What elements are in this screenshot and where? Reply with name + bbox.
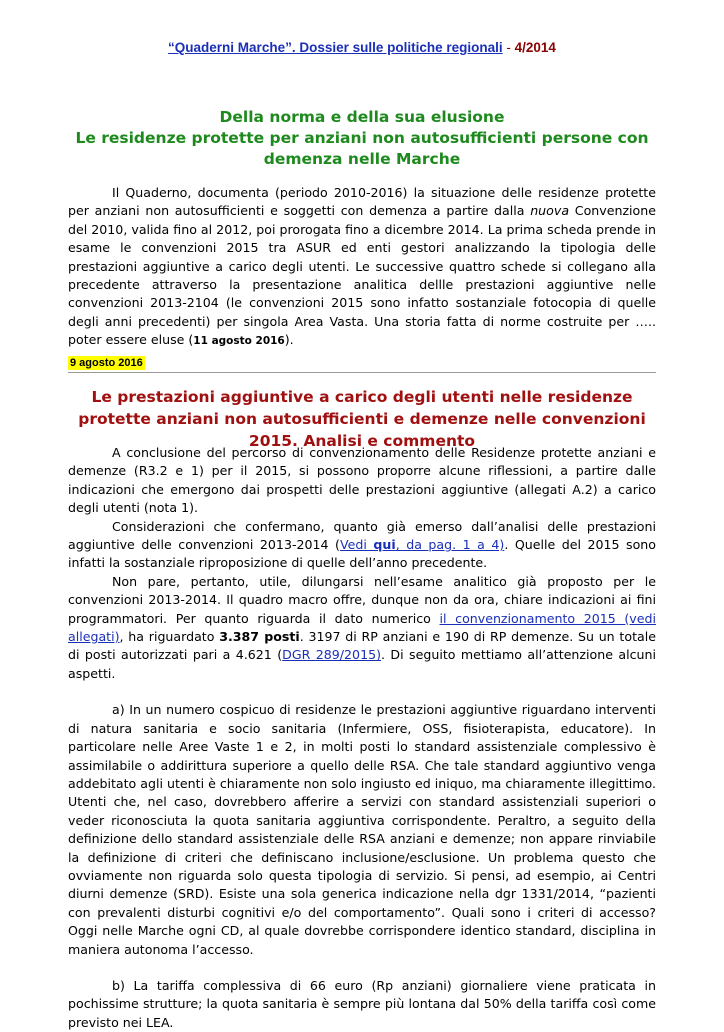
p2-text: Considerazioni che confermano, quanto già emerso dall’analisi delle prestazioni aggiuntive delle convenzioni 2013-2014 ( [68,518,656,553]
p2-text-end: . Quelle del 2015 sono infatti la sostanziale riproposizione di quelle dell’anno precedente. [68,537,656,571]
article-paragraph-5: b) La tariffa complessiva di 66 euro (Rp anziani) giornaliere viene praticata in pochissime strutture; la quota sanitaria è sempre più lontana dal 50% della tariffa così come previsto nei LEA. [68,977,656,1030]
intro-text: Il Quaderno, documenta (periodo 2010-2016) la situazione delle residenze protette per anziani non autosufficienti e soggetti con demenza a partire dalla [68,185,656,219]
spacer [68,683,656,701]
header-link[interactable]: “Quaderni Marche”. Dossier sulle politiche regionali [168,40,503,55]
divider [68,372,656,373]
p3-text-d: . Di seguito mettiamo all’attenzione alcuni aspetti. [68,647,656,681]
intro-title-line2: Le residenze protette per anziani non autosufficienti persone con demenza nelle Marche [75,129,649,168]
vedi-qui-link[interactable] [340,537,504,552]
article-title: Le prestazioni aggiuntive a carico degli utenti nelle residenze protette anziani non autosufficienti e demenze nelle convenzioni 2015. Analisi e commento [78,388,646,450]
article-date-badge: 9 agosto 2016 [70,357,143,369]
header [0,40,724,55]
header-separator: - [502,40,515,55]
convenzionamento-link[interactable]: il convenzionamento 2015 (vedi allegati) [68,610,656,645]
p3-text: Non pare, pertanto, utile, dilungarsi nell’esame analitico già proposto per le convenzioni 2013-2014. Il quadro macro offre, dunque non da ora, chiare indicazioni ai fini programmatori. Per quanto riguarda il dato numerico [68,573,656,626]
p3-text-b: , ha riguardato [119,629,220,645]
intro-title [60,107,664,170]
dgr-link[interactable]: DGR 289/2015) [282,647,382,663]
vedi-link-text[interactable]: Vedi [339,537,374,553]
article-paragraph-1: A conclusione del percorso di convenzionamento delle Residenze protette anziani e demenze (R3.2 e 1) per il 2015, si possono proporre alcune riflessioni, a partire dalle indicazioni che emergono dai prospetti delle prestazioni aggiuntive (allegati A.2) a carico degli utenti (nota 1). [68,445,656,516]
posti-bold: 3.387 posti [219,629,300,645]
intro-title-line1: Della norma e della sua elusione [219,108,505,126]
spacer [68,959,656,977]
intro-paragraph [68,184,656,351]
article-body [68,444,656,1032]
qui-link-bold[interactable]: qui [373,537,396,553]
intro-italic: nuova [530,203,570,219]
intro-date: 11 agosto 2016 [193,335,285,348]
intro-text-end: ). [284,332,294,348]
article-paragraph-3 [68,573,656,683]
header-issue: 4/2014 [514,40,556,55]
article-paragraph-2 [68,518,656,573]
article-paragraph-4: a) In un numero cospicuo di residenze le prestazioni aggiuntive riguardano interventi di natura sanitaria e socio sanitaria (Infermiere, OSS, fisioterapista, educatore). In particolare nelle Aree Vaste 1 e 2, in molti posti lo standard assistenziale complessivo è assimilabile o addirittura superiore a quello delle RSA. Che tale standard aggiuntivo venga addebitato agli utenti è chiaramente non solo ingiusto ed iniquo, ma chiaramente illegittimo. Utenti che, nel caso, dovrebbero afferire a servizi con standard assistenziali superiori o veder riconosciuta la quota sanitaria aggiuntiva corrispondente. Peraltro, a seguito della definizione dello standard assistenziale delle RSA anziani e demenze; non appare rinviabile la definizione di criteri che definiscano inclusione/esclusione. Un problema questo che ovviamente non riguarda solo questa tipologia di servizio. Si pensi, ad esempio, ai Centri diurni demenze (SRD). Esiste una sola generica indicazione nella dgr 1331/2014, “pazienti con prevalenti disturbi cognitivi e/o del comportamento”. Quali sono i criteri di accesso? Oggi nelle Marche ogni CD, al quale dovrebbe corrispondere identico standard, disciplina in maniera autonoma l’accesso. [68,702,656,957]
pages-link-text[interactable]: , da pag. 1 a 4) [395,537,505,553]
intro-text-cont: Convenzione del 2010, valida fino al 2012, poi prorogata fino a dicembre 2014. La prima scheda prende in esame le convenzioni 2015 tra ASUR ed enti gestori analizzando la tipologia delle prestazioni aggiuntive a carico degli utenti. Le successive quattro schede si collegano alla precedente attraverso la presentazione analitica dellle prestazioni aggiuntive nelle convenzioni 2013-2104 (le convenzioni 2015 sono infatto sostanziale fotocopia di quelle degli anni precedenti) per singola Area Vasta. Una storia fatta di norme costruite per ….. poter essere eluse ( [68,203,656,348]
p3-text-c: . 3197 di RP anziani e 190 di RP demenze. Su un totale di posti autorizzati pari a 4.621 ( [68,629,656,663]
